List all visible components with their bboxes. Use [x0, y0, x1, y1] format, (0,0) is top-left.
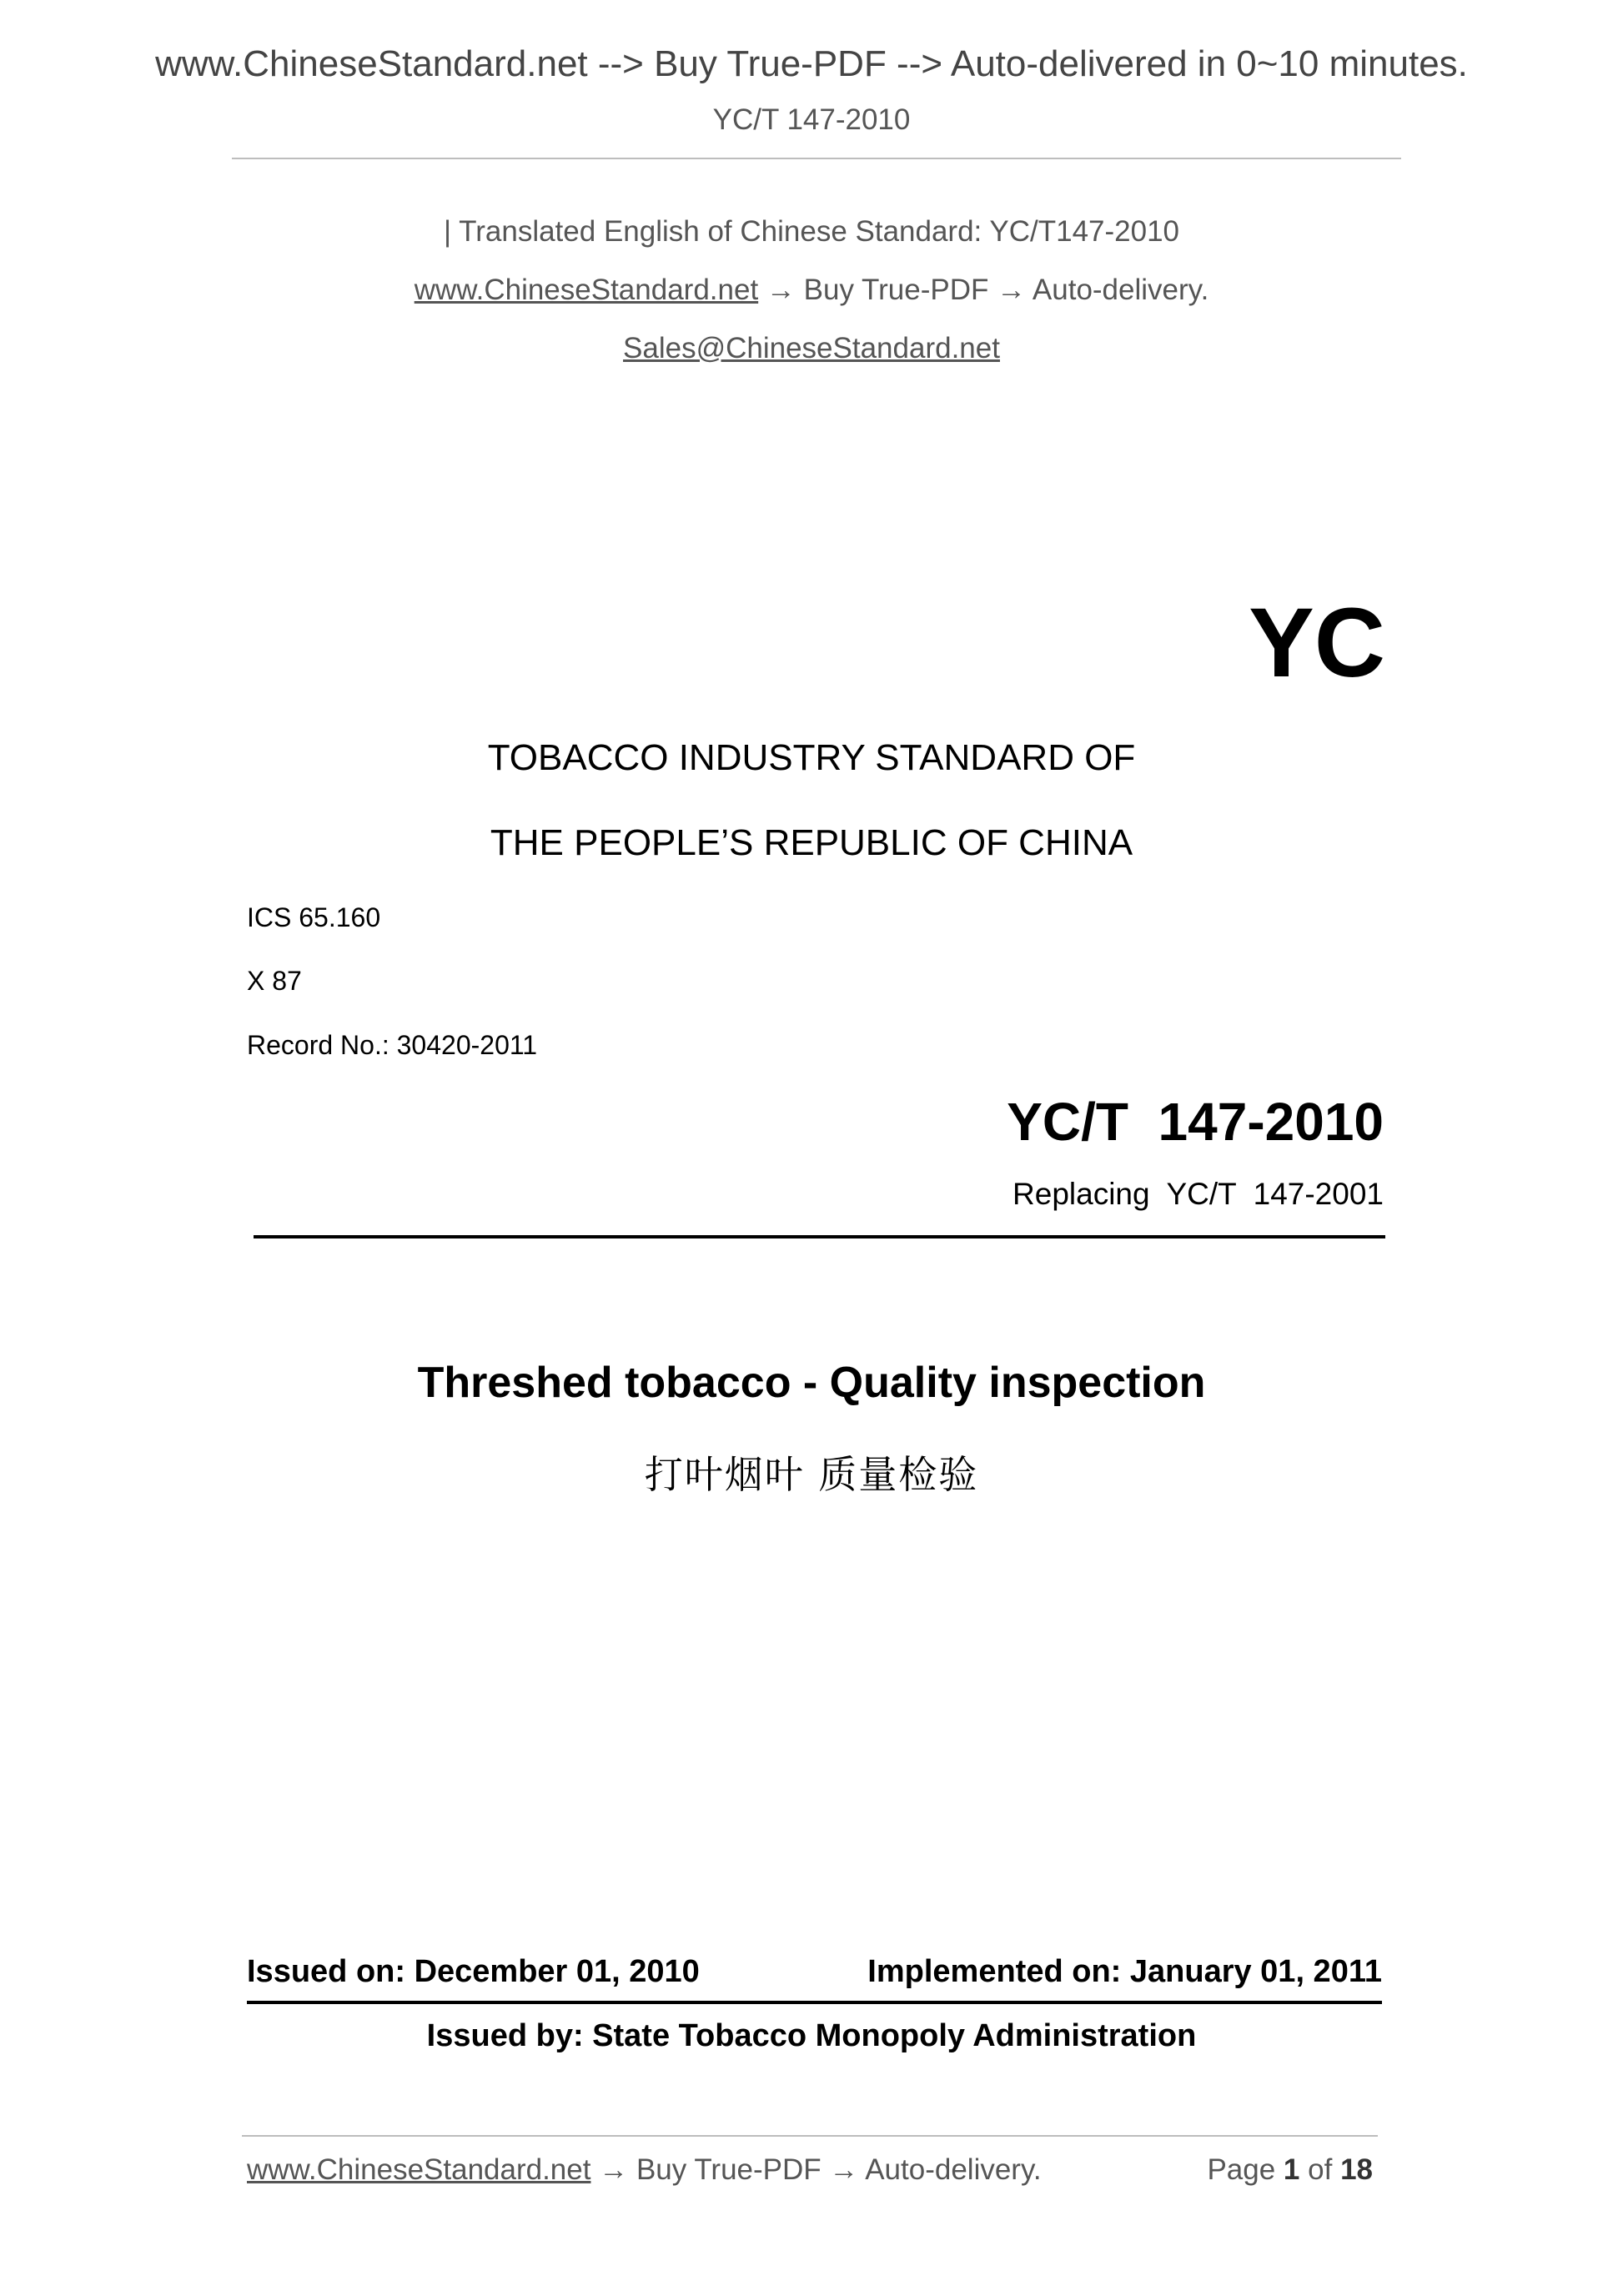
- replacing-standard: Replacing YC/T 147-2001: [1012, 1177, 1384, 1211]
- translation-notice: | Translated English of Chinese Standard: YC/T147-2010: [443, 215, 1180, 248]
- site-link[interactable]: www.ChineseStandard.net: [414, 274, 759, 306]
- code-divider: [254, 1235, 1385, 1238]
- header-divider: [232, 158, 1401, 159]
- page-of-label: of: [1308, 2153, 1333, 2186]
- footer-delivery-text: Auto-delivery.: [865, 2153, 1042, 2186]
- footer-purchase-line: [247, 2153, 1042, 2187]
- footer-site-link[interactable]: www.ChineseStandard.net: [247, 2153, 591, 2186]
- org-line-1: TOBACCO INDUSTRY STANDARD OF: [487, 737, 1136, 778]
- email-line: [0, 332, 1623, 365]
- issued-by: Issued by: State Tobacco Monopoly Administration: [426, 2018, 1197, 2053]
- purchase-line: [0, 274, 1623, 307]
- title-chinese: 打叶烟叶 质量检验: [644, 1452, 979, 1497]
- page-total: 18: [1340, 2153, 1373, 2186]
- buy-true-pdf-text: Buy True-PDF: [803, 274, 989, 306]
- yc-logo: YC: [1249, 588, 1385, 698]
- page-label: Page: [1207, 2153, 1276, 2186]
- org-line-2: THE PEOPLE’S REPUBLIC OF CHINA: [490, 822, 1133, 863]
- footer-divider: [242, 2135, 1378, 2137]
- sales-email-link[interactable]: Sales@ChineseStandard.net: [623, 332, 1000, 364]
- classification-code: X 87: [247, 966, 302, 996]
- title-english: Threshed tobacco - Quality inspection: [417, 1359, 1206, 1407]
- header-standard-number: YC/T 147-2010: [712, 103, 911, 136]
- arrow-right-icon: →: [997, 274, 1027, 306]
- header-banner: www.ChineseStandard.net --> Buy True-PDF --> Auto-delivered in 0~10 minutes.: [155, 43, 1468, 84]
- auto-delivery-text: Auto-delivery.: [1032, 274, 1209, 306]
- ics-code: ICS 65.160: [247, 902, 381, 932]
- implemented-on-date: Implemented on: January 01, 2011: [867, 1954, 1382, 1989]
- record-number: Record No.: 30420-2011: [247, 1030, 538, 1060]
- arrow-right-icon: →: [599, 2153, 629, 2186]
- arrow-right-icon: →: [829, 2153, 859, 2186]
- footer-buy-text: Buy True-PDF: [636, 2153, 822, 2186]
- arrow-right-icon: →: [766, 274, 796, 306]
- standard-code: YC/T 147-2010: [1007, 1092, 1384, 1152]
- issued-on-date: Issued on: December 01, 2010: [247, 1954, 700, 1989]
- page-indicator: [1207, 2153, 1373, 2187]
- issue-divider: [247, 2001, 1382, 2004]
- page-current: 1: [1283, 2153, 1300, 2186]
